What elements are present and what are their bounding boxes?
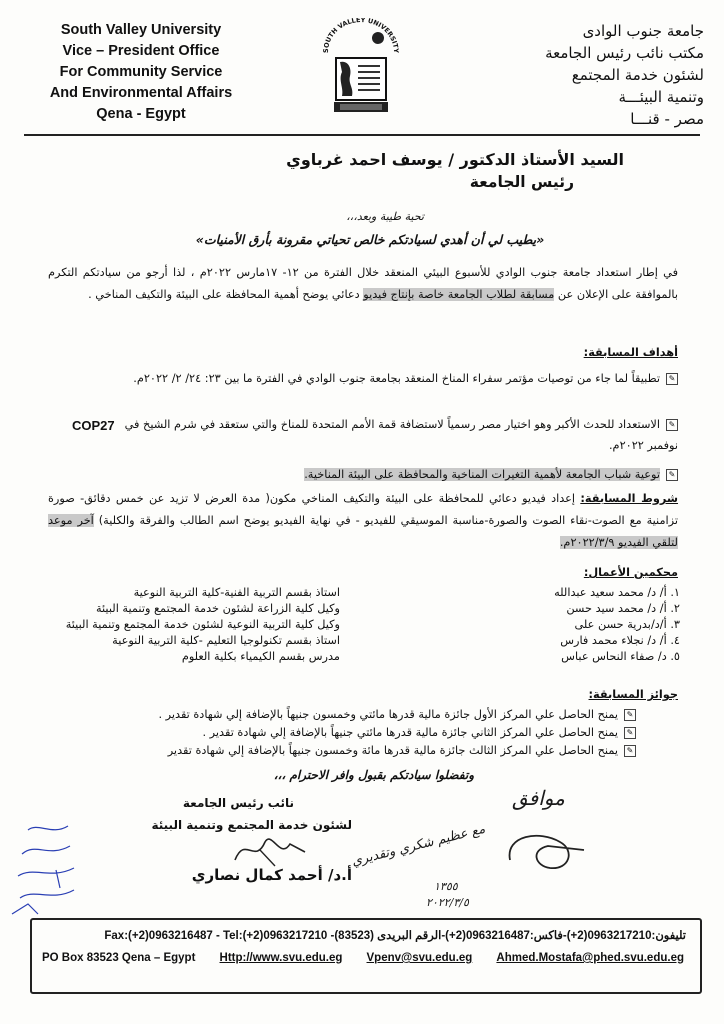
header-en-line: For Community Service xyxy=(59,64,223,80)
signatory-office: لشئون خدمة المجتمع وتنمية البيئة xyxy=(151,818,352,832)
checkbox-icon: ✎ xyxy=(666,373,678,385)
judge-row xyxy=(40,649,680,665)
judges-heading: محكمين الأعمال: xyxy=(583,566,678,579)
judge-name: ٣. أ/د/بدرية حسن على xyxy=(574,618,680,631)
footer-email-link[interactable]: Vpenv@svu.edu.eg xyxy=(366,952,473,964)
header-ar-line: وتنمية البيئـــة xyxy=(618,88,704,106)
prize-item xyxy=(46,742,636,760)
svg-text:SOUTH VALLEY UNIVERSITY xyxy=(322,18,400,53)
cop27-label: COP27 xyxy=(72,418,115,433)
prize-item xyxy=(46,706,636,724)
margin-note xyxy=(8,818,88,918)
header-ar-line: جامعة جنوب الوادى xyxy=(582,22,704,40)
conditions-deadline: آخر موعد لتلقي الفيديو ٢٠٢٢/٣/٩م. xyxy=(48,514,678,549)
judges-list xyxy=(40,585,680,665)
judge-row xyxy=(40,585,680,601)
footer-links xyxy=(42,952,684,964)
approval-signature xyxy=(500,820,590,876)
intro-text: في إطار استعداد جامعة جنوب الوادي للأسبوع البيئي المنعقد خلال الفترة من ١٢- ١٧مارس ٢٠٢٢م ، لذا أرجو من سيادتكم التكرم بالموافقة على الإعلان عن xyxy=(48,266,678,301)
objective-text: الاستعداد للحدث الأكبر وهو اختيار مصر رسمياً لاستضافة قمة الأمم المتحدة للمناخ والتي ستعقد في شرم الشيخ في نوفمبر ٢٠٢٢م. xyxy=(124,418,678,452)
prize-text: يمنح الحاصل علي المركز الثالث جائزة مالية قدرها مائة وخمسون جنيهاً بالإضافة إلي شهادة تقدير xyxy=(167,744,618,757)
prizes-heading: جوائز المسابقة: xyxy=(588,688,678,701)
handwritten-date: ٢٠٢٢/٣/٥ xyxy=(426,896,469,909)
checkbox-icon: ✎ xyxy=(666,469,678,481)
signature-scribble xyxy=(230,830,310,870)
judge-role: استاذ بقسم التربية الفنية-كلية التربية النوعية xyxy=(133,586,340,599)
prize-text: يمنح الحاصل علي المركز الأول جائزة مالية قدرها مائتي وخمسون جنيهاً بالإضافة إلي شهادة تقدير . xyxy=(158,708,618,721)
header-en-line: And Environmental Affairs xyxy=(49,85,233,101)
closing-line: وتفضلوا سيادتكم بقبول وافر الاحترام ،،، xyxy=(273,768,474,782)
opening-quote: «يطيب لي أن أهدي لسيادتكم خالص تحياتي مقرونة بأرق الأمنيات» xyxy=(195,232,545,247)
objective-item xyxy=(48,464,678,485)
objective-text: توعية شباب الجامعة لأهمية التغيرات المناخية والمحافظة على البيئة المناخية. xyxy=(304,468,660,481)
conditions-paragraph xyxy=(48,488,678,554)
conditions-heading: شروط المسابقة: xyxy=(580,492,679,505)
header-en-line: South Valley University xyxy=(60,22,222,38)
objective-item xyxy=(48,368,678,389)
header-ar-line: لشئون خدمة المجتمع xyxy=(571,66,704,84)
university-logo xyxy=(318,18,404,120)
judge-role: وكيل كلية التربية النوعية لشئون خدمة المجتمع وتنمية البيئة xyxy=(65,618,340,631)
judge-row xyxy=(40,601,680,617)
addressee-title: رئيس الجامعة xyxy=(469,173,574,191)
footer-website-link[interactable]: Http://www.svu.edu.eg xyxy=(219,952,343,964)
judge-row xyxy=(40,617,680,633)
checkbox-icon: ✎ xyxy=(624,709,636,721)
checkbox-icon: ✎ xyxy=(666,419,678,431)
judge-name: ٤. أ/ د/ نجلاء محمد فارس xyxy=(560,634,680,647)
logo-text: SOUTH VALLEY UNIVERSITY xyxy=(321,18,401,54)
prize-text: يمنح الحاصل علي المركز الثاني جائزة مالية قدرها مائتي جنيهاً بالإضافة إلي شهادة تقدير . xyxy=(202,726,618,739)
header-ar-line: مكتب نائب رئيس الجامعة xyxy=(545,44,704,62)
header-arabic xyxy=(484,20,704,130)
handwritten-approval: موافق xyxy=(512,786,565,810)
intro-highlight: مسابقة لطلاب الجامعة خاصة بإنتاج فيديو xyxy=(363,288,555,301)
handwritten-number: ١٣٥٥ xyxy=(434,880,458,893)
judge-role: وكيل كلية الزراعة لشئون خدمة المجتمع وتنمية البيئة xyxy=(95,602,340,615)
prize-item xyxy=(46,724,636,742)
checkbox-icon: ✎ xyxy=(624,745,636,757)
header-english xyxy=(26,20,256,125)
footer-email-link[interactable]: Ahmed.Mostafa@phed.svu.edu.eg xyxy=(496,952,684,964)
judge-name: ١. أ/ د/ محمد سعيد عبدالله xyxy=(554,586,680,599)
objective-item xyxy=(118,414,678,456)
conditions-text: إعداد فيديو دعائي للمحافظة على البيئة والتكيف المناخي مكون( مدة العرض لا تزيد عن خمس دقائق- صورة تزامنية مع الصوت-نقاء الصوت والصورة-مناسبة الموسيقي للفيديو - في نهاية الفيديو يوضح اسم الطالب والفرقة والكلية) xyxy=(48,492,679,527)
footer-contact-line: تليفون:0963217210(2+)-فاكس:0963216487(2+)-الرقم البريدى (83523)- Fax:(+2)0963216487 - Tel:(+2)0963217210 xyxy=(104,930,686,942)
header-divider xyxy=(24,134,700,136)
footer-po-box: PO Box 83523 Qena – Egypt xyxy=(42,952,196,964)
header-en-line: Vice – President Office xyxy=(62,43,220,59)
objective-text: تطبيقاً لما جاء من توصيات مؤتمر سفراء المناخ المنعقد بجامعة جنوب الوادي في الفترة ما بين ٢٣: ٢٤/ ٢/ ٢٠٢٢م. xyxy=(133,372,660,385)
header-en-line: Qena - Egypt xyxy=(96,106,186,122)
greeting: تحية طيبة وبعد،،، xyxy=(346,210,424,223)
addressee-name: السيد الأستاذ الدكتور / يوسف احمد غرباوي xyxy=(286,150,624,169)
judge-name: ٥. د/ صفاء النحاس عباس xyxy=(561,650,680,663)
objectives-heading: أهداف المسابقة: xyxy=(583,346,678,359)
judge-role: مدرس بقسم الكيمياء بكلية العلوم xyxy=(181,650,340,663)
intro-text-end: دعائي يوضح أهمية المحافظة على البيئة والتكيف المناخي . xyxy=(88,288,360,301)
judge-row xyxy=(40,633,680,649)
signatory-position: نائب رئيس الجامعة xyxy=(182,796,294,810)
judge-name: ٢. أ/ د/ محمد سيد حسن xyxy=(566,602,680,615)
header-ar-line: مصر - قنـــا xyxy=(630,110,704,128)
checkbox-icon: ✎ xyxy=(624,727,636,739)
judge-role: استاذ بقسم تكنولوجيا التعليم -كلية التربية النوعية xyxy=(112,634,340,647)
signatory-name: أ.د/ أحمد كمال نصاري xyxy=(191,866,352,884)
handwritten-thanks: مع عظيم شكري وتقديري xyxy=(350,821,487,870)
intro-paragraph xyxy=(48,262,678,306)
